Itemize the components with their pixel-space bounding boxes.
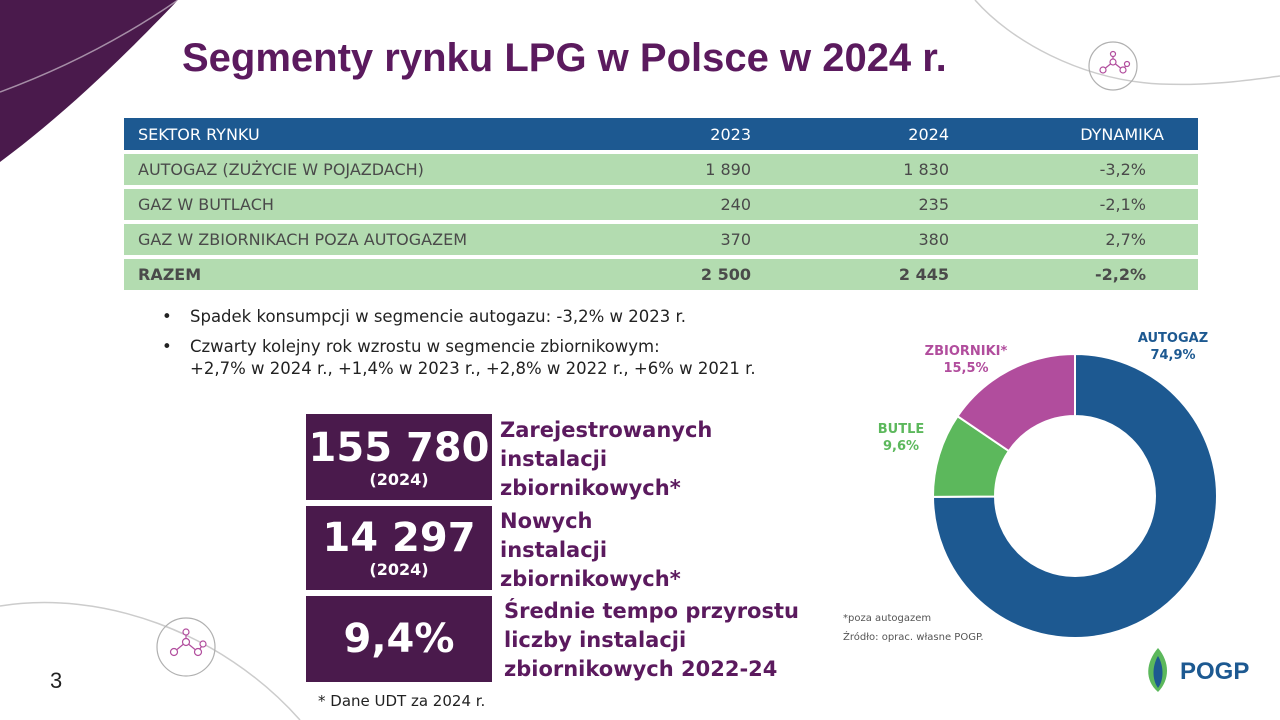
slice-label-zbiorniki	[906, 343, 1026, 377]
slice-name: AUTOGAZ	[1137, 331, 1209, 346]
cell-total-dynamics: -2,2%	[963, 259, 1198, 290]
stat-label-line: instalacji	[500, 538, 608, 562]
stat-label-line: instalacji	[500, 447, 608, 471]
logo-text: POGP	[1180, 658, 1250, 685]
stat-label-line: liczby instalacji	[504, 628, 687, 652]
page-number: 3	[50, 668, 63, 693]
cell-2024: 380	[765, 224, 963, 255]
cell-2024: 235	[765, 189, 963, 220]
slice-label-autogaz	[1118, 330, 1228, 364]
cell-total-2023: 2 500	[622, 259, 765, 290]
stat-value: 9,4%	[343, 616, 455, 662]
cell-dynamics: 2,7%	[963, 224, 1198, 255]
footnote: * Dane UDT za 2024 r.	[318, 692, 486, 710]
cell-2024: 1 830	[765, 154, 963, 185]
chart-source: Źródło: oprac. własne POGP.	[843, 632, 984, 643]
stat-label-line: Średnie tempo przyrostu	[504, 599, 799, 623]
cell-2023: 370	[622, 224, 765, 255]
header-sector: SEKTOR RYNKU	[124, 118, 622, 150]
slice-label-butle	[848, 421, 954, 455]
stat-label-line: zbiornikowych*	[500, 476, 681, 500]
cell-2023: 1 890	[622, 154, 765, 185]
cell-sector: AUTOGAZ (ZUŻYCIE W POJAZDACH)	[124, 154, 622, 185]
header-2023: 2023	[622, 118, 765, 150]
stat-year: (2024)	[369, 470, 429, 489]
slice-value: 9,6%	[882, 439, 920, 454]
slice-value: 74,9%	[1150, 348, 1196, 363]
cell-total-label: RAZEM	[124, 259, 622, 290]
cell-total-2024: 2 445	[765, 259, 963, 290]
stat-year: (2024)	[369, 560, 429, 579]
slice-name: ZBIORNIKI*	[924, 344, 1008, 359]
stat-label-line: Zarejestrowanych	[500, 418, 713, 442]
bullet-text: Spadek konsumpcji w segmencie autogazu: -3,2% w 2023 r.	[190, 307, 687, 326]
bullet-marker: •	[162, 307, 172, 326]
stat-label-line: zbiornikowych 2022-24	[504, 657, 778, 681]
stat-value: 155 780	[308, 425, 490, 471]
bullet-text: +2,7% w 2024 r., +1,4% w 2023 r., +2,8% w 2022 r., +6% w 2021 r.	[190, 359, 756, 378]
stat-value: 14 297	[322, 515, 476, 561]
stat-label-line: zbiornikowych*	[500, 567, 681, 591]
page-title: Segmenty rynku LPG w Polsce w 2024 r.	[182, 36, 947, 80]
cell-dynamics: -3,2%	[963, 154, 1198, 185]
chart-note: *poza autogazem	[843, 613, 932, 624]
header-dynamics: DYNAMIKA	[963, 118, 1198, 150]
slice-value: 15,5%	[943, 361, 989, 376]
cell-sector: GAZ W BUTLACH	[124, 189, 622, 220]
slice-name: BUTLE	[877, 422, 925, 437]
stat-label-line: Nowych	[500, 509, 593, 533]
cell-2023: 240	[622, 189, 765, 220]
bullet-marker: •	[162, 337, 172, 356]
cell-sector: GAZ W ZBIORNIKACH POZA AUTOGAZEM	[124, 224, 622, 255]
bullet-text: Czwarty kolejny rok wzrostu w segmencie zbiornikowym:	[190, 337, 660, 356]
header-2024: 2024	[765, 118, 963, 150]
cell-dynamics: -2,1%	[963, 189, 1198, 220]
